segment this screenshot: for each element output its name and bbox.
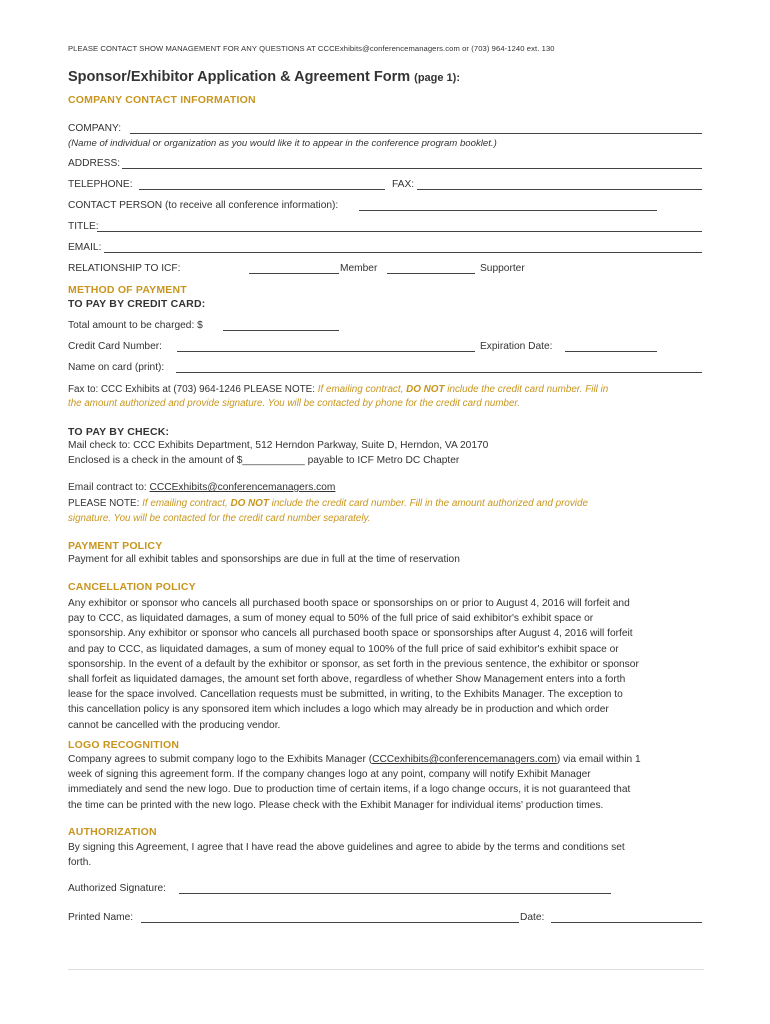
- footer-divider: [68, 969, 704, 970]
- signature-label: Authorized Signature:: [68, 883, 166, 894]
- contact-person-label: CONTACT PERSON (to receive all conference information):: [68, 200, 339, 211]
- form-title-text: Sponsor/Exhibitor Application & Agreement Form: [68, 69, 411, 85]
- name-on-card-label: Name on card (print):: [68, 362, 165, 373]
- supporter-field[interactable]: [387, 273, 475, 274]
- logo-recognition-text: [68, 752, 704, 813]
- logo-line-1: [68, 752, 704, 767]
- cancellation-policy-heading: CANCELLATION POLICY: [68, 581, 196, 593]
- payment-policy-text: Payment for all exhibit tables and sponsorships are due in full at the time of reservation: [68, 554, 460, 565]
- payment-policy-heading: PAYMENT POLICY: [68, 540, 163, 552]
- contact-person-field[interactable]: [359, 210, 657, 211]
- authorization-line-1: By signing this Agreement, I agree that I have read the above guidelines and agree to abide by the terms and conditions set: [68, 842, 625, 853]
- expiration-label: Expiration Date:: [480, 341, 553, 352]
- telephone-field[interactable]: [139, 189, 385, 190]
- fax-note-bold: DO NOT: [406, 384, 445, 395]
- email-note-bold: DO NOT: [230, 498, 269, 509]
- email-note-line2: signature. You will be contacted for the credit card number separately.: [68, 513, 371, 524]
- email-note-prefix: PLEASE NOTE:: [68, 498, 140, 509]
- telephone-label: TELEPHONE:: [68, 179, 133, 190]
- logo-email-link[interactable]: CCCexhibits@conferencemanagers.com: [372, 754, 557, 765]
- card-number-label: Credit Card Number:: [68, 341, 162, 352]
- cancellation-line: sponsorship. Any exhibitor or sponsor who cancels all purchased booth space or sponsorships after August 4, 2016 will forfeit: [68, 628, 633, 640]
- email-contract-prefix: Email contract to:: [68, 482, 147, 493]
- printed-name-field[interactable]: [141, 922, 519, 923]
- member-field[interactable]: [249, 273, 339, 274]
- fax-note-a: If emailing contract,: [317, 384, 404, 395]
- supporter-label: Supporter: [480, 263, 525, 274]
- company-note: (Name of individual or organization as you would like it to appear in the conference program booklet.): [68, 138, 497, 149]
- fax-field[interactable]: [417, 189, 702, 190]
- card-number-field[interactable]: [177, 351, 475, 352]
- email-note-a: If emailing contract,: [142, 498, 228, 509]
- fax-note-b: include the credit card number. Fill in: [447, 384, 609, 395]
- authorization-line-2: forth.: [68, 857, 92, 869]
- printed-name-label: Printed Name:: [68, 912, 134, 923]
- authorization-text: [68, 840, 704, 870]
- logo-line-1-suffix: ) via email within 1: [556, 754, 641, 765]
- fax-prefix: Fax to: CCC Exhibits at (703) 964-1246 PLEASE NOTE:: [68, 384, 315, 395]
- total-amount-label: Total amount to be charged: $: [68, 320, 203, 331]
- title-label: TITLE:: [68, 221, 99, 232]
- form-title: [68, 69, 460, 85]
- email-field[interactable]: [104, 252, 702, 253]
- method-of-payment-heading: METHOD OF PAYMENT: [68, 284, 187, 296]
- form-title-page: (page 1):: [414, 72, 460, 84]
- email-contract-line: [68, 482, 335, 493]
- email-note: [68, 498, 588, 509]
- address-field[interactable]: [122, 168, 702, 169]
- name-on-card-field[interactable]: [176, 372, 702, 373]
- logo-line: week of signing this agreement form. If the company changes logo at any point, company will notify Exhibit Manager: [68, 769, 591, 781]
- logo-line: immediately and send the new logo. Due to production time of certain items, if a logo change occurs, it is not guaranteed that: [68, 784, 631, 796]
- relationship-label: RELATIONSHIP TO ICF:: [68, 263, 181, 274]
- logo-line-1-prefix: Company agrees to submit company logo to the Exhibits Manager (: [68, 754, 373, 765]
- cancellation-line: Any exhibitor or sponsor who cancels all purchased booth space or sponsorships on or prior to August 4, 2016 will forfeit and: [68, 598, 630, 609]
- email-note-b: include the credit card number. Fill in the amount authorized and provide: [271, 498, 588, 509]
- address-label: ADDRESS:: [68, 158, 121, 169]
- cancellation-line: this cancellation policy is any sponsored item which includes a logo which may already be in production and which order: [68, 704, 609, 716]
- cancellation-policy-text: [68, 596, 704, 733]
- company-field[interactable]: [130, 133, 702, 134]
- cancellation-line: shall forfeit as liquidated damages, the amount set forth above, regardless of whether Show Management enters into a forth: [68, 674, 626, 686]
- credit-card-heading: TO PAY BY CREDIT CARD:: [68, 298, 206, 310]
- fax-note-line2: the amount authorized and provide signature. You will be contacted by phone for the credit card number.: [68, 398, 521, 409]
- contact-note: PLEASE CONTACT SHOW MANAGEMENT FOR ANY QUESTIONS AT CCCExhibits@conferencemanagers.com or (703) 964-1240 ext. 130: [68, 44, 555, 53]
- email-label: EMAIL:: [68, 242, 102, 253]
- total-amount-field[interactable]: [223, 330, 339, 331]
- fax-instructions: [68, 384, 608, 395]
- member-label: Member: [340, 263, 378, 274]
- check-mail-text: Mail check to: CCC Exhibits Department, 512 Herndon Parkway, Suite D, Herndon, VA 20170: [68, 440, 489, 451]
- fax-label: FAX:: [392, 179, 415, 190]
- company-label: COMPANY:: [68, 123, 122, 134]
- date-label: Date:: [520, 912, 545, 923]
- date-field[interactable]: [551, 922, 702, 923]
- expiration-field[interactable]: [565, 351, 657, 352]
- cancellation-line: lease for the space involved. Cancellation requests must be submitted, in writing, to the Exhibits Manager. The exception to: [68, 689, 623, 701]
- signature-field[interactable]: [179, 893, 611, 894]
- logo-recognition-heading: LOGO RECOGNITION: [68, 739, 180, 751]
- check-enclosed-text: Enclosed is a check in the amount of $___________ payable to ICF Metro DC Chapter: [68, 455, 460, 466]
- cancellation-line: and pay to CCC, as liquidated damages, a sum of money equal to 100% of the full price of said exhibitor's exhibit space or: [68, 643, 619, 655]
- email-contract-link[interactable]: CCCExhibits@conferencemanagers.com: [149, 482, 336, 493]
- cancellation-line: pay to CCC, as liquidated damages, a sum of money equal to 50% of the full price of said exhibitor's exhibit space or: [68, 613, 594, 625]
- authorization-heading: AUTHORIZATION: [68, 826, 157, 838]
- cancellation-line: cannot be cancelled with the producing vendor.: [68, 719, 281, 731]
- cancellation-line: sponsorship. In the event of a default by the exhibitor or sponsor, as set forth in the previous sentence, the exhibitor or sponsor: [68, 658, 639, 670]
- logo-line: the time can be printed with the new logo. Please check with the Exhibit Manager for individual items' production times.: [68, 799, 604, 811]
- title-field[interactable]: [97, 231, 702, 232]
- company-contact-heading: COMPANY CONTACT INFORMATION: [68, 94, 256, 106]
- check-heading: TO PAY BY CHECK:: [68, 426, 170, 438]
